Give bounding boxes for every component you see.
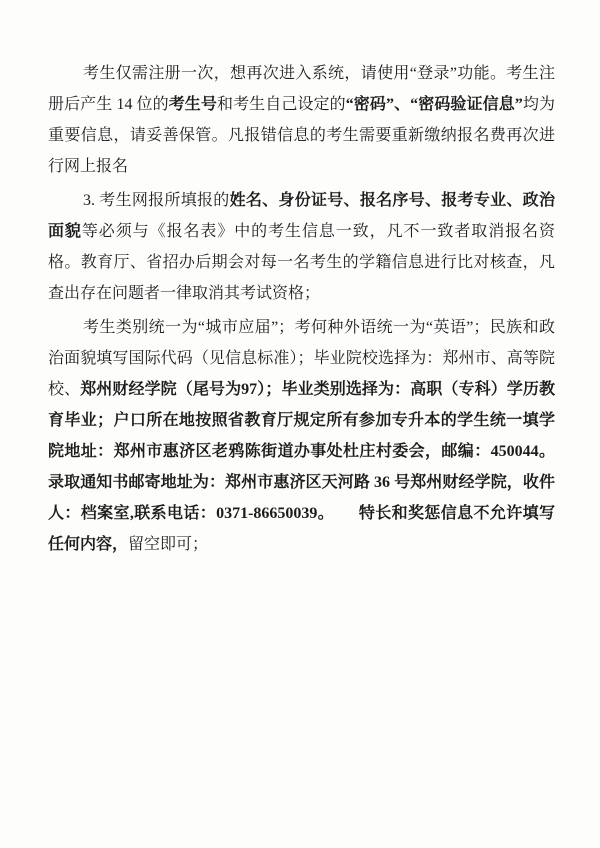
text-run-bold: 考生号 — [168, 96, 217, 113]
text-run: 3. 考生网报所填报的 — [83, 192, 230, 209]
text-run-bold: 郑州财经学院（尾号为97）；毕业类别选择为：高职（专科）学历教育毕业；户口所在地按照省教育厅规定所有参加专升本的学生统一填学院地址：郑州市惠济区老鸦陈街道办事处杜庄村委会，邮编：450044。录取通知书邮寄地址为：郑州市惠济区天河路 36 号郑州财经学院，收件人：档案室,联系电话：0371-86650039。 — [48, 381, 555, 522]
paragraph-registration-login-note — [48, 58, 555, 182]
paragraph-item-3-info-consistency — [48, 185, 555, 309]
text-run: 等必须与《报名表》中的考生信息一致，凡不一致者取消报名资格。教育厅、省招办后期会对每一名考生的学籍信息进行比对核查，凡查出存在问题者一律取消其考试资格； — [48, 223, 555, 302]
text-run: 留空即可； — [128, 536, 209, 553]
text-run-bold: “密码”、“密码验证信息” — [345, 96, 523, 113]
paragraph-filling-rules — [48, 312, 555, 560]
text-run-bold: 姓名、身份证号、报名序号、报考专业、政治面貌 — [48, 192, 555, 240]
text-run: 均为重要信息，请妥善保管。凡报错信息的考生需要重新缴纳报名费再次进行网上报名 — [48, 96, 555, 175]
text-run: 和考生自己设定的 — [217, 96, 346, 113]
document-body — [48, 58, 555, 563]
text-run-bold: 特长和奖惩信息不允许填写任何内容， — [48, 505, 555, 553]
text-run-spacer — [326, 505, 359, 522]
text-run: 考生仅需注册一次，想再次进入系统，请使用“登录”功能。考生注册后产生 14 位的 — [48, 65, 555, 113]
text-run: 考生类别统一为“城市应届”；考何种外语统一为“英语”；民族和政治面貌填写国际代码（见信息标准）；毕业院校选择为：郑州市、高等院校、 — [48, 319, 555, 398]
